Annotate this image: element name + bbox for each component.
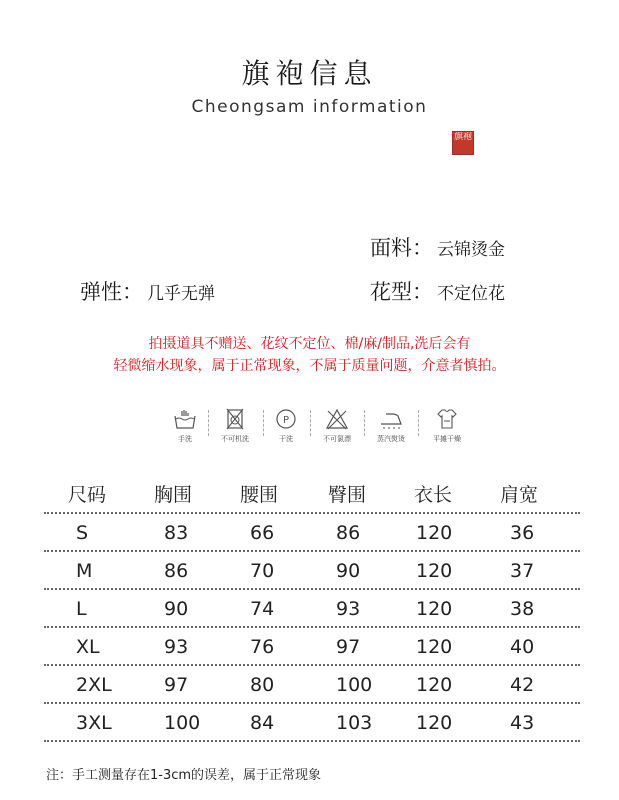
care-divider	[208, 410, 209, 436]
table-cell: 40	[510, 636, 535, 658]
svg-text:P: P	[282, 415, 290, 426]
dotted-divider	[44, 740, 580, 742]
table-cell: 36	[510, 522, 535, 544]
care-label: 手洗	[178, 435, 192, 443]
fabric-attribute	[370, 232, 505, 262]
care-label: 平摊干燥	[433, 435, 461, 443]
dry-clean-icon	[274, 408, 298, 430]
table-cell: 103	[336, 712, 373, 734]
no-machine-wash-icon	[223, 408, 247, 430]
table-cell: 80	[250, 674, 275, 696]
care-item-no-bleach	[312, 408, 362, 444]
seal-stamp: 旗袍	[452, 131, 474, 155]
elasticity-value: 几乎无弹	[147, 284, 215, 304]
care-item-dry-clean	[261, 408, 311, 444]
elasticity-label: 弹性：	[80, 280, 143, 304]
table-cell: 86	[336, 522, 361, 544]
table-header-cell: 肩宽	[500, 484, 539, 506]
table-cell: 83	[164, 522, 189, 544]
table-row	[44, 514, 580, 552]
table-cell: 76	[250, 636, 275, 658]
fabric-label: 面料：	[370, 236, 433, 260]
table-cell: 43	[510, 712, 535, 734]
pattern-label: 花型：	[370, 280, 433, 304]
table-header-cell: 衣长	[414, 484, 453, 506]
table-cell: 120	[416, 636, 453, 658]
table-row	[44, 552, 580, 590]
care-label: 不可机洗	[221, 435, 249, 443]
flat-dry-icon	[435, 408, 459, 430]
table-header-cell: 胸围	[154, 484, 193, 506]
table-cell: 84	[250, 712, 275, 734]
page-title: 旗袍信息	[241, 57, 378, 90]
care-divider	[310, 410, 311, 436]
care-divider	[418, 410, 419, 436]
table-header-row	[44, 476, 580, 514]
table-cell: 97	[164, 674, 189, 696]
size-table	[44, 476, 580, 742]
table-cell: 2XL	[76, 674, 112, 696]
table-cell: M	[76, 560, 93, 582]
table-cell: 93	[336, 598, 361, 620]
table-cell: 38	[510, 598, 535, 620]
table-cell: 90	[164, 598, 189, 620]
page-subtitle: Cheongsam information	[191, 97, 428, 117]
steam-iron-icon	[378, 408, 404, 430]
table-row	[44, 590, 580, 628]
no-bleach-icon	[325, 408, 349, 430]
table-row	[44, 628, 580, 666]
pattern-value: 不定位花	[437, 284, 505, 304]
table-cell: 120	[416, 712, 453, 734]
care-instructions	[160, 408, 480, 452]
table-cell: 86	[164, 560, 189, 582]
table-cell: 100	[336, 674, 373, 696]
table-cell: 97	[336, 636, 361, 658]
table-cell: 90	[336, 560, 361, 582]
hand-wash-icon	[173, 408, 197, 430]
notice-line-2: 轻微缩水现象，属于正常现象，不属于质量问题，介意者慎拍。	[113, 358, 506, 374]
table-cell: L	[76, 598, 87, 620]
table-cell: 3XL	[76, 712, 112, 734]
elasticity-attribute	[80, 276, 215, 306]
care-item-steam-iron	[366, 408, 416, 444]
table-cell: 42	[510, 674, 535, 696]
care-label: 蒸汽熨烫	[377, 435, 405, 443]
care-item-hand-wash	[160, 408, 210, 444]
table-cell: S	[76, 522, 89, 544]
table-cell: 66	[250, 522, 275, 544]
pattern-attribute	[370, 276, 505, 306]
table-row	[44, 666, 580, 704]
table-cell: 120	[416, 522, 453, 544]
care-label: 不可氯漂	[323, 435, 351, 443]
table-header-cell: 腰围	[240, 484, 279, 506]
care-item-no-machine-wash	[210, 408, 260, 444]
table-header-cell: 尺码	[68, 484, 107, 506]
table-cell: 74	[250, 598, 275, 620]
table-row	[44, 704, 580, 742]
table-cell: 37	[510, 560, 535, 582]
table-cell: 120	[416, 560, 453, 582]
measurement-note: 注：手工测量存在1-3cm的误差，属于正常现象	[46, 768, 322, 783]
table-cell: 120	[416, 674, 453, 696]
table-cell: 100	[164, 712, 201, 734]
table-header-cell: 臀围	[328, 484, 367, 506]
care-item-flat-dry	[422, 408, 472, 444]
table-cell: 93	[164, 636, 189, 658]
care-label: 干洗	[279, 435, 293, 443]
notice-line-1: 拍摄道具不赠送、花纹不定位、棉/麻/制品,洗后会有	[148, 336, 471, 352]
table-cell: 70	[250, 560, 275, 582]
fabric-value: 云锦烫金	[437, 240, 505, 260]
care-divider	[364, 410, 365, 436]
table-cell: 120	[416, 598, 453, 620]
table-cell: XL	[76, 636, 100, 658]
